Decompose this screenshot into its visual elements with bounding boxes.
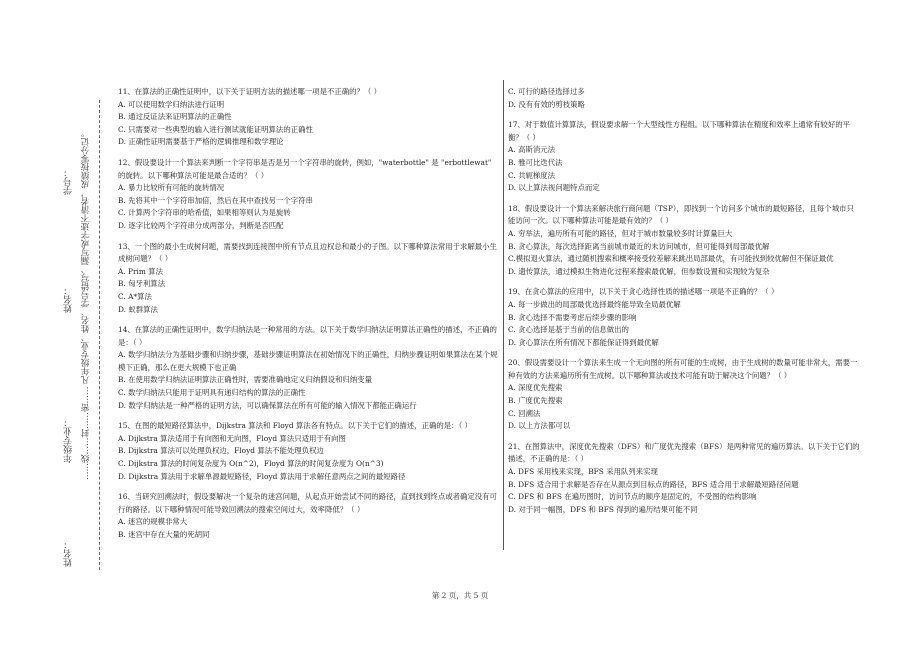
question-option: D. Dijkstra 算法用于求解单源最短路径，Floyd 算法用于求解任意两点之间的最短路径 <box>118 471 406 481</box>
question-option: C. 只需要对一些典型的输入进行测试就能证明算法的正确性 <box>118 124 313 134</box>
question-stem: 12、假设要设计一个算法来判断一个字符串是否是另一个字符串的旋转，例如，"waterbottle" 是 "erbottlewat" 的旋转。以下哪种算法可能是最合适的？（ ） <box>118 157 492 180</box>
question-option: B. 先将其中一个字符串加倍，然后在其中查找另一个字符串 <box>118 195 313 205</box>
question-option: B. 在使用数学归纳法证明算法正确性时，需要准确地定义归纳假设和归纳变量 <box>118 375 373 385</box>
question-option: A. 深度优先搜索 <box>508 383 563 393</box>
right-column <box>508 86 860 524</box>
question <box>118 324 498 412</box>
question-stem: 18、假设要设计一个算法来解决旅行商问题（TSP），即找到一个访问多个城市的最短路径，且每个城市只能访问一次。以下哪种算法可能是最有效的？（ ） <box>508 203 854 226</box>
question-option: D. 蚁群算法 <box>118 304 158 314</box>
question-stem: 20、假设需要设计一个算法来生成一个无向图的所有可能的生成树，由于生成树的数量可能非常大，需要一种有效的方法来遍历所有生成树。以下哪种算法或技术可能有助于解决这个问题？（ ） <box>508 358 858 380</box>
question-option: A. 穷举法，遍历所有可能的路径，但对于城市数量较多时计算量巨大 <box>508 228 733 238</box>
question-option: A. 可以使用数学归纳法进行证明 <box>118 99 225 109</box>
question-option: D. 正确性证明需要基于严格的逻辑推理和数学理论 <box>118 137 284 147</box>
question-option: A. 每一步做出的局部最优选择最终能导致全局最优解 <box>508 299 681 309</box>
question-option: B. 贪心选择不需要考虑后续步骤的影响 <box>508 312 637 322</box>
grade-major-label: 年级专业： <box>64 418 74 463</box>
question-option: D. 贪心算法在所有情况下都能保证得到最优解 <box>508 337 659 347</box>
question-stem: 16、当研究回溯法时，假设要解决一个复杂的迷宫问题，从起点开始尝试不同的路径，直到找到终点或者确定没有可行的路径。以下哪种情况可能导致回溯法的搜索空间过大，效率降低？（ ） <box>118 492 497 514</box>
question <box>508 441 860 517</box>
question-option: C. DFS 和 BFS 在遍历图时，访问节点的顺序是固定的，不受图的结构影响 <box>508 492 757 502</box>
question-option: C. A*算法 <box>118 291 152 301</box>
question-option: B. 广度优先搜索 <box>508 396 563 406</box>
name-label: 姓名： <box>64 286 74 313</box>
question-stem: 21、在图算法中，深度优先搜索（DFS）和广度优先搜索（BFS）是两种常见的遍历算法。以下关于它们的描述，不正确的是：（ ） <box>508 441 860 464</box>
student-id-label: 学号： <box>64 168 74 195</box>
binding-dashed-line <box>99 100 100 570</box>
question-option: A. 迷宫的规模非常大 <box>118 517 188 527</box>
question-option: C. 可行的路径选择过多 <box>508 87 585 96</box>
question-option: D. 逐字比较两个字符串分成两部分，判断是否匹配 <box>118 220 284 230</box>
question-stem: 17、对于数值计算算法，假设要求解一个大型线性方程组。以下哪种算法在精度和效率上通常有较好的平衡？（ ） <box>508 120 850 142</box>
question-option: C. 贪心选择是基于当前的信息做出的 <box>508 325 629 335</box>
question-option: C. 计算两个字符串的哈希值，如果相等则认为是旋转 <box>118 208 291 218</box>
column-divider <box>503 80 504 550</box>
question-option: C. Dijkstra 算法的时间复杂度为 O(n^2)，Floyd 算法的时间复杂度为 O(n^3) <box>118 459 384 469</box>
question-option: B. 贪心算法，每次选择距离当前城市最近的未访问城市，但可能得到局部最优解 <box>508 241 770 251</box>
question-option: C. 回溯法 <box>508 408 541 418</box>
binding-notice: ……线……封……密…… 凡年级专业、姓名、学号错写、漏写或字迹不清者，成绩按零分记。 <box>81 128 91 480</box>
question-option: A. Prim 算法 <box>118 266 164 276</box>
left-column <box>118 86 498 550</box>
question <box>118 157 498 233</box>
question-stem: 11、在算法的正确性证明中，以下关于证明方法的描述哪一项是不正确的？（ ） <box>118 87 382 96</box>
question-option: A. 数学归纳法分为基础步骤和归纳步骤，基础步骤证明算法在初始情况下的正确性，归纳步骤证明如果算法在某个规模下正确，那么在更大规模下也正确 <box>118 350 498 372</box>
question-option: D. 对于同一幅图，DFS 和 BFS 得到的遍历结果可能不同 <box>508 504 698 514</box>
question-option: D. 以上算法视问题特点而定 <box>508 183 600 193</box>
question-option: B. 迷宫中存在大量的死胡同 <box>118 530 210 539</box>
question <box>118 491 498 541</box>
question <box>118 86 498 149</box>
question-option: B. 匈牙利算法 <box>118 279 166 289</box>
question-option: C.模拟退火算法，通过随机搜索和概率接受较差解来跳出局部最优，有可能找到较优解但不保证最优 <box>508 254 834 264</box>
question <box>118 420 498 483</box>
question-option: B. Dijkstra 算法可以处理负权边，Floyd 算法不能处理负权边 <box>118 446 324 456</box>
question-option: B. 通过反证法来证明算法的正确性 <box>118 112 232 122</box>
question <box>118 241 498 317</box>
question-option: C. 数学归纳法只能用于证明具有递归结构的算法的正确性 <box>118 388 306 398</box>
question-option: B. DFS 适合用于求解是否存在从源点到目标点的路径，BFS 适合用于求解最短路径问题 <box>508 479 799 489</box>
question-option: B. 雅可比迭代法 <box>508 157 563 167</box>
question-stem: 19、在贪心算法的应用中，以下关于贪心选择性质的描述哪一项是不正确的？（ ） <box>508 287 779 297</box>
question-option: D. 以上方法都可以 <box>508 421 571 431</box>
exam-hall-label: 姓名： <box>64 540 74 567</box>
question-option: A. DFS 采用栈来实现，BFS 采用队列来实现 <box>508 467 658 477</box>
question <box>508 203 860 279</box>
question-stem: 15、在图的最短路径算法中，Dijkstra 算法和 Floyd 算法各有特点。以下关于它们的描述，正确的是：（ ） <box>118 421 472 431</box>
question-option: A. 暴力比较所有可能的旋转情况 <box>118 183 225 193</box>
question-option: A. Dijkstra 算法适用于有向图和无向图，Floyd 算法只适用于有向图 <box>118 433 346 443</box>
question <box>508 286 860 349</box>
question <box>508 357 860 433</box>
question-stem: 14、在算法的正确性证明中，数学归纳法是一种常用的方法。以下关于数学归纳法证明算法正确性的描述，不正确的是：（ ） <box>118 325 497 347</box>
question-option: D. 没有有效的剪枝策略 <box>508 99 585 109</box>
question-option: A. 高斯消元法 <box>508 145 555 155</box>
page-number: 第 2 页，共 5 页 <box>431 591 489 600</box>
question <box>508 119 860 195</box>
question-stem: 13、一个图的最小生成树问题，需要找到连接图中所有节点且边权总和最小的子图。以下哪种算法常用于求解最小生成树问题？（ ） <box>118 241 497 264</box>
question <box>508 86 860 111</box>
question-option: D. 数学归纳法是一种严格的证明方法，可以确保算法在所有可能的输入情况下都能正确运行 <box>118 400 417 410</box>
question-option: C. 共轭梯度法 <box>508 170 556 180</box>
question-option: D. 遗传算法，通过模拟生物进化过程来搜索最优解，但参数设置和实现较为复杂 <box>508 266 770 276</box>
